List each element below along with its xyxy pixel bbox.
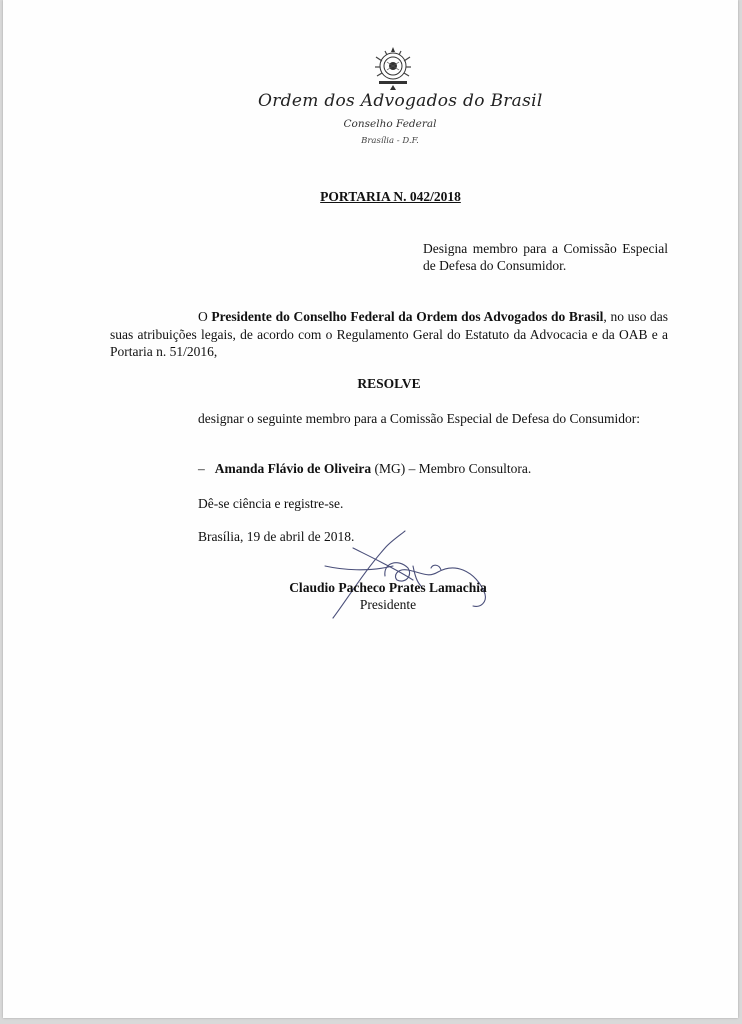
preamble-paragraph	[110, 308, 668, 361]
handwritten-signature	[313, 528, 513, 628]
member-name: Amanda Flávio de Oliveira	[214, 461, 372, 476]
signer-role: Presidente	[359, 597, 417, 612]
org-name: Ordem dos Advogados do Brasil	[258, 91, 543, 111]
designation-paragraph: designar o seguinte membro para a Comissão Especial de Defesa do Consumidor:	[198, 411, 641, 426]
date-line: Brasília, 19 de abril de 2018.	[198, 529, 355, 544]
ciencia-line: Dê-se ciência e registre-se.	[198, 496, 344, 511]
city-name: Brasília - D.F.	[361, 136, 419, 146]
letterhead	[3, 0, 738, 160]
member-dash: –	[198, 461, 205, 476]
member-entry	[198, 461, 531, 477]
preamble-lead: O	[198, 309, 212, 324]
coat-of-arms-icon	[371, 45, 415, 93]
document-page	[3, 0, 738, 1018]
signer-name: Claudio Pacheco Prates Lamachia	[289, 580, 487, 595]
ementa: Designa membro para a Comissão Especial de Defesa do Consumidor.	[423, 241, 668, 273]
preamble-authority: Presidente do Conselho Federal da Ordem dos Advogados do Brasil	[211, 309, 604, 324]
document-title: PORTARIA N. 042/2018	[320, 189, 461, 204]
preamble-rest: , no uso das suas atribuições legais, de acordo com o Regulamento Geral do Estatuto da Advocacia e da OAB e a Portaria n. 51/2016,	[110, 309, 669, 359]
member-role: (MG) – Membro Consultora.	[371, 461, 532, 476]
resolve-heading: RESOLVE	[357, 376, 421, 391]
council-name: Conselho Federal	[343, 118, 437, 130]
